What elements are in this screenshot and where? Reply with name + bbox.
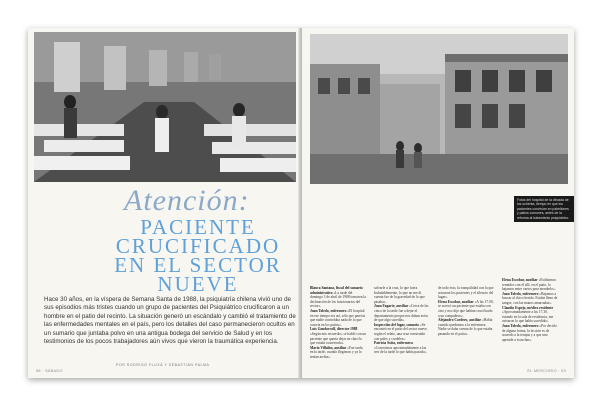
entry-heading: Juan Fagarte, auxiliar [374,304,409,309]
headline-line: PACIENTE [140,215,256,239]
entry-heading: Juan Toledo, enfermero [310,308,347,313]
entry [502,278,558,292]
building-photo-image [310,34,568,184]
entry [310,286,366,309]
entry-heading: Elena Escobar, auxiliar [502,278,538,282]
entry [374,323,430,341]
entry-heading: Blanca Santana, fiscal del sumario administrativo [310,286,363,295]
entry [502,306,558,324]
entry [502,324,558,342]
entry [438,300,494,318]
headline-line: EN EL SECTOR [114,253,282,277]
entry-heading: Inspección del lugar, sumario [374,322,419,327]
entry-heading: Luis Gondorcolf, director 1988 [310,327,358,332]
title-script: Atención: [124,184,250,217]
entry-body: «Cerca de las cinco de la tarde fue a dejar el departamento porque nos daban aviso de que algo sucedía». [374,304,429,323]
magazine-spread [28,28,574,378]
entry [438,286,494,300]
entry-body: de todo esto, la tranquilidad con la que actuaron los pacientes y el silencio del lugar». [438,286,494,300]
entry-heading: Patricia Sotta, enfermera [374,341,413,346]
entry-body: «Conocimos aproximadamente a las tres de la tarde lo que había pasado». [374,345,428,355]
entry [310,327,366,345]
entry-heading: Mario Villalón, auxiliar [310,345,347,350]
entry-body: «La tarde del domingo 3 de abril de 1988 tomaron la declaración de los funcionarios del sector». [310,290,366,309]
entry [374,304,430,322]
entry [374,341,430,355]
headline [98,215,298,296]
entry-heading: Claudio Espejo, médico residente [502,305,554,310]
entry-heading: Juan Toledo, enfermero [502,323,539,328]
entry-body: «El hospital en ese tiempo era así, sólo que parecía que nadie controlaba nada de lo que ocurría en los patios». [310,308,366,327]
entry [310,346,366,360]
entry-body: «Por decirlo de alguna forma, la lección es de acuerdo a la terapia y a que uno aprende a escuchar». [502,323,557,342]
entry [438,318,494,336]
entry-body: «Bajamos a buscar al chico herido. Estaba lleno de sangre, con las manos amarradas». [502,291,558,305]
left-folio: 58 · SÁBADO [36,369,63,373]
text-column [502,278,558,342]
entry-body: «Había cuando quedamos a la enfermera. Nadie se daba cuenta de lo que estaba pasando en el patio». [438,318,493,336]
entry [310,309,366,327]
photo-caption: Fotos del hospital de la década de los ochenta, tiempo en que los pacientes convivían en pabellones y patios comunes, antes de la reforma al tratamiento psiquiátrico. [514,196,574,222]
entry-heading: Elena Escobar, auxiliar [438,299,474,304]
entry-heading: Juan Toledo, enfermero [502,291,539,296]
entry-heading: Alejandro Cordero, auxiliar [438,318,482,323]
entry-body: «Según mis recuerdos, se habló con un paciente que quería dejar en claro lo que estaba ocurriendo». [310,331,366,346]
entry [502,292,558,306]
entry-body: salvarle a la cruz, lo que fuera. Indudablemente, lo que no me di cuenta fue de la gravedad de lo que pasaba». [374,286,425,304]
entry-body: «A las 17.00, se acercó un paciente que estaba con otro y nos dijo que habían crucificado a un compañero». [438,299,494,318]
entry-body: «Estábamos reunidos con él allí, en el patio, lo bajamos entre varios para atenderlo». [502,278,556,292]
ward-photo [34,32,296,182]
byline: POR RODRIGO FLUXÁ Y SEBASTIÁN PALMA [116,363,210,367]
entry-body: «Se encontró en el patio del sector nueve, según el relato, una cruz construida con palos y cordeles». [374,322,428,341]
entry-body: «Fue tarde, en la tarde, cuando llegamos y ya lo tenían arriba». [310,345,364,359]
right-folio: EL MERCURIO · 59 [527,369,566,373]
building-photo [310,34,568,184]
entry [374,286,430,304]
text-column [438,286,494,337]
right-page [302,28,574,378]
text-column [374,286,430,355]
intro-text: Hace 30 años, en la víspera de Semana Santa de 1988, la psiquiatría chilena vivió uno de sus episodios más tristes cuando un grupo de pacientes del Psiquiátrico crucificaron a un hombre en el patio del recinto. La situación generó un escándalo y cambió el tratamiento de las enfermedades mentales en el país, pero los detalles del caso permanecieron ocultos en un sumario que juntaba polvo en una antigua bodega del servicio de Salud y en los testimonios de los pocos trabajadores aún vivos que vieron la traumática experiencia. [44,296,296,346]
ward-photo-image [34,32,296,182]
text-column [310,286,366,360]
left-page [28,28,300,378]
entry-body: «Aproximadamente a las 17.30, estando en la sala de residencia, me avisaron lo que había sucedido». [502,310,554,324]
headline-line: NUEVE [157,272,239,296]
headline-line: CRUCIFICADO [115,234,281,258]
